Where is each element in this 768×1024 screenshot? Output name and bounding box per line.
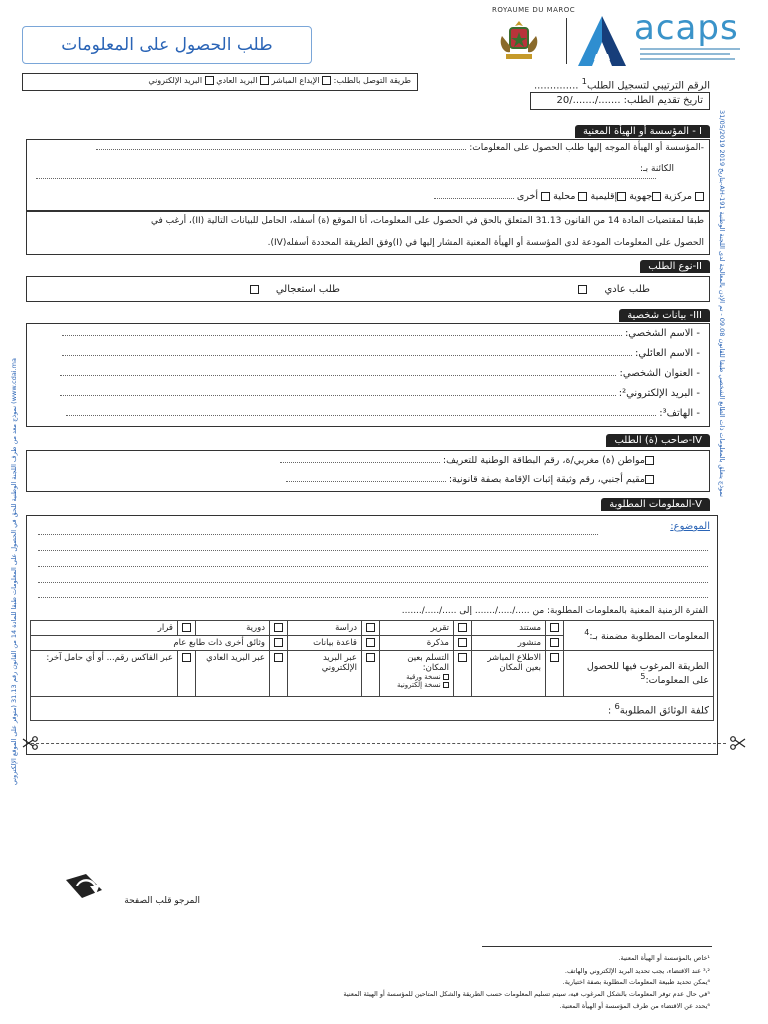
format-other-docs-label: وثائق أخرى ذات طابع عام: [31, 636, 270, 651]
format-document-checkbox[interactable]: [550, 623, 559, 632]
institution-row: -المؤسسة أو الهيأة الموجه إليها طلب الحصول على المعلومات:: [34, 143, 704, 153]
format-memo-checkbox[interactable]: [458, 638, 467, 647]
format-database-checkbox[interactable]: [366, 638, 375, 647]
resident-row: مقيم أجنبي، رقم وثيقة إثبات الإقامة بصفة قانونية:: [34, 474, 654, 485]
subject-line-3[interactable]: [38, 566, 708, 567]
format-circular-label: دورية: [196, 621, 270, 636]
delivery-onsite-pickup-cell: التسلم بعين المكان: نسخة ورقية نسخة إلكترونية: [380, 651, 454, 697]
phone-row: - الهاتف³:: [34, 408, 700, 419]
address-input[interactable]: [60, 375, 616, 376]
delivery-fax-label: عبر الفاكس رقم... أو أي حامل آخر:: [31, 651, 178, 697]
format-publication-checkbox[interactable]: [550, 638, 559, 647]
format-report-checkbox[interactable]: [458, 623, 467, 632]
email-method-checkbox[interactable]: [205, 76, 214, 85]
info-format-table: [30, 620, 714, 721]
section-2-header: II-نوع الطلب: [640, 260, 710, 273]
serial-label: الرقم الترتيبي لتسجيل الطلب: [586, 80, 710, 92]
legal-statement-line-2: الحصول على المعلومات المودعة لدى المؤسسة أو الهيأة المعنية المشار إليها في (I)وفق الطريقة المحددة أسفله(IV).: [267, 238, 704, 248]
header-divider: [566, 18, 567, 64]
direct-deposit-checkbox[interactable]: [322, 76, 331, 85]
delivery-regular-mail-label: عبر البريد العادي: [196, 651, 270, 697]
type-local-checkbox[interactable]: [578, 192, 587, 201]
foreign-resident-checkbox[interactable]: [645, 475, 654, 484]
legal-statement-line-1: طبقا لمقتضيات المادة 14 من القانون 31.13 المتعلق بالحق في الحصول على المعلومات، أنا الموقع (ة) أسفله، الحامل للبيانات التالية (II)، أرغب في: [151, 216, 704, 226]
delivery-onsite-view-label: الاطلاع المباشر بعين المكان: [472, 651, 546, 697]
format-database-label: قاعدة بيانات: [288, 636, 362, 651]
format-decision-label: قرار: [31, 621, 178, 636]
section-1-header: I - المؤسسة أو الهيأة المعنية: [575, 125, 710, 138]
format-report-label: تقرير: [380, 621, 454, 636]
location-row: الكائنة بـ:: [639, 164, 674, 174]
cut-line: [26, 743, 726, 744]
paper-copy-option: نسخة ورقية: [384, 673, 449, 681]
request-normal-row: طلب عادي: [500, 284, 650, 295]
brand-subtitle: [640, 48, 740, 64]
delivery-email-checkbox[interactable]: [366, 653, 375, 662]
institution-type-row: مركزية جهوية إقليمية محلية أخرى: [300, 191, 704, 202]
location-input[interactable]: [36, 178, 656, 179]
serial-number-row: الرقم الترتيبي لتسجيل الطلب$^1$ ..............: [533, 76, 710, 92]
time-period-row[interactable]: الفترة الزمنية المعنية بالمعلومات المطلوبة: من ...../...../....... إلى ...../...../.......: [401, 606, 708, 616]
format-document-label: مستند: [472, 621, 546, 636]
delivery-onsite-view-checkbox[interactable]: [550, 653, 559, 662]
delivery-method-label: الطريقة المرغوب فيها للحصول على المعلومات:$^5$: [564, 651, 714, 697]
footnote-separator: [482, 946, 712, 947]
email-input[interactable]: [60, 395, 616, 396]
type-other-input[interactable]: [434, 198, 514, 199]
turn-page-arrow-icon: [64, 872, 104, 902]
format-publication-label: منشور: [472, 636, 546, 651]
submission-method-box: طريقة التوصل بالطلب: الإيداع المباشر البريد العادي البريد الإلكتروني: [22, 73, 418, 91]
section-5-header: V-المعلومات المطلوبة: [601, 498, 710, 511]
address-row: - العنوان الشخصي:: [34, 368, 700, 379]
type-other-checkbox[interactable]: [541, 192, 550, 201]
regular-mail-checkbox[interactable]: [260, 76, 269, 85]
royal-emblem-icon: [496, 18, 542, 64]
footnote-1: ¹خاص بالمؤسسة أو الهيأة المعنية.: [618, 954, 710, 962]
format-circular-checkbox[interactable]: [274, 623, 283, 632]
format-memo-label: مذكرة: [380, 636, 454, 651]
type-regional-checkbox[interactable]: [652, 192, 661, 201]
national-id-input[interactable]: [280, 462, 440, 463]
citizen-row: مواطن (ة) مغربي/ة، رقم البطاقة الوطنية للتعريف:: [34, 455, 654, 466]
subject-line-2[interactable]: [38, 550, 708, 551]
section-3-header: III- بيانات شخصية: [619, 309, 710, 322]
submission-date-box[interactable]: تاريخ تقديم الطلب: ......./......./20: [530, 92, 710, 110]
electronic-copy-option: نسخة إلكترونية: [384, 681, 449, 689]
electronic-copy-checkbox[interactable]: [443, 682, 449, 688]
document-cost-row[interactable]: كلفة الوثائق المطلوبة$^6$ :: [31, 697, 714, 721]
last-name-row: - الاسم العائلي:: [34, 348, 700, 359]
footnote-5: ⁶يحدد عن الاقتضاء من طرف المؤسسة أو الهيأة المعنية.: [559, 1002, 710, 1010]
section-4-header: IV-صاحب (ة) الطلب: [606, 434, 710, 447]
delivery-email-label: عبر البريد الإلكتروني: [288, 651, 362, 697]
paper-copy-checkbox[interactable]: [443, 674, 449, 680]
phone-input[interactable]: [66, 415, 656, 416]
kingdom-label: ROYAUME DU MAROC: [492, 6, 576, 14]
footnote-4: ⁵في حال عدم توفر المعلومات بالشكل المرغوب فيه، سيتم تسليم المعلومات حسب الطريقة والشكل المتاحين للمؤسسة أو الهيئة المعنية: [343, 990, 710, 998]
delivery-fax-checkbox[interactable]: [182, 653, 191, 662]
right-margin-notice: 31/05/2019 بتاريخ 2019-AH-191 نموذج يتعلق بالمعلومات ذات الطابع الشخصي طبقا للقانون 09.08 - تم الإذن بالمعالجة لدى اللجنة الوطنية: [718, 110, 726, 497]
request-urgent-row: طلب استعجالي: [180, 284, 340, 295]
subject-line-1[interactable]: [38, 534, 598, 535]
last-name-input[interactable]: [62, 355, 632, 356]
subject-line-4[interactable]: [38, 582, 708, 583]
format-other-docs-checkbox[interactable]: [274, 638, 283, 647]
scissors-icon: [730, 736, 746, 750]
footnote-3: ⁴يمكن تحديد طبيعة المعلومات المطلوبة بصفة اختيارية.: [562, 978, 710, 986]
turn-page-note: المرجو قلب الصفحة: [124, 896, 200, 906]
urgent-request-checkbox[interactable]: [250, 285, 259, 294]
type-central-checkbox[interactable]: [695, 192, 704, 201]
normal-request-checkbox[interactable]: [578, 285, 587, 294]
info-format-label: المعلومات المطلوبة مضمنة بـ:$^4$: [564, 621, 714, 651]
first-name-input[interactable]: [62, 335, 622, 336]
format-decision-checkbox[interactable]: [182, 623, 191, 632]
left-margin-notice: نموذج معد من طرف اللجنة الوطنية للحق في الحصول على المعلومات طبقا للمادة 14 من القانون رقم 31.13 (متوفر على الموقع الإلكتروني (www.cdai.ma: [10, 358, 18, 786]
form-title: طلب الحصول على المعلومات: [22, 26, 312, 64]
residence-doc-input[interactable]: [286, 481, 446, 482]
type-provincial-checkbox[interactable]: [617, 192, 626, 201]
citizen-checkbox[interactable]: [645, 456, 654, 465]
first-name-row: - الاسم الشخصي:: [34, 328, 700, 339]
email-row: - البريد الإلكتروني²:: [34, 388, 700, 399]
subject-line-5[interactable]: [38, 597, 708, 598]
format-study-label: دراسة: [288, 621, 362, 636]
institution-input[interactable]: [96, 149, 466, 150]
delivery-onsite-pickup-checkbox[interactable]: [458, 653, 467, 662]
acaps-logo-icon: [574, 14, 630, 68]
delivery-regular-mail-checkbox[interactable]: [274, 653, 283, 662]
format-study-checkbox[interactable]: [366, 623, 375, 632]
footnote-2: ²⸴³ عند الاقتضاء، يجب تحديد البريد الإلكتروني والهاتف.: [564, 967, 710, 975]
subject-label: الموضوع:: [670, 521, 710, 532]
brand-name: acaps: [634, 8, 739, 48]
